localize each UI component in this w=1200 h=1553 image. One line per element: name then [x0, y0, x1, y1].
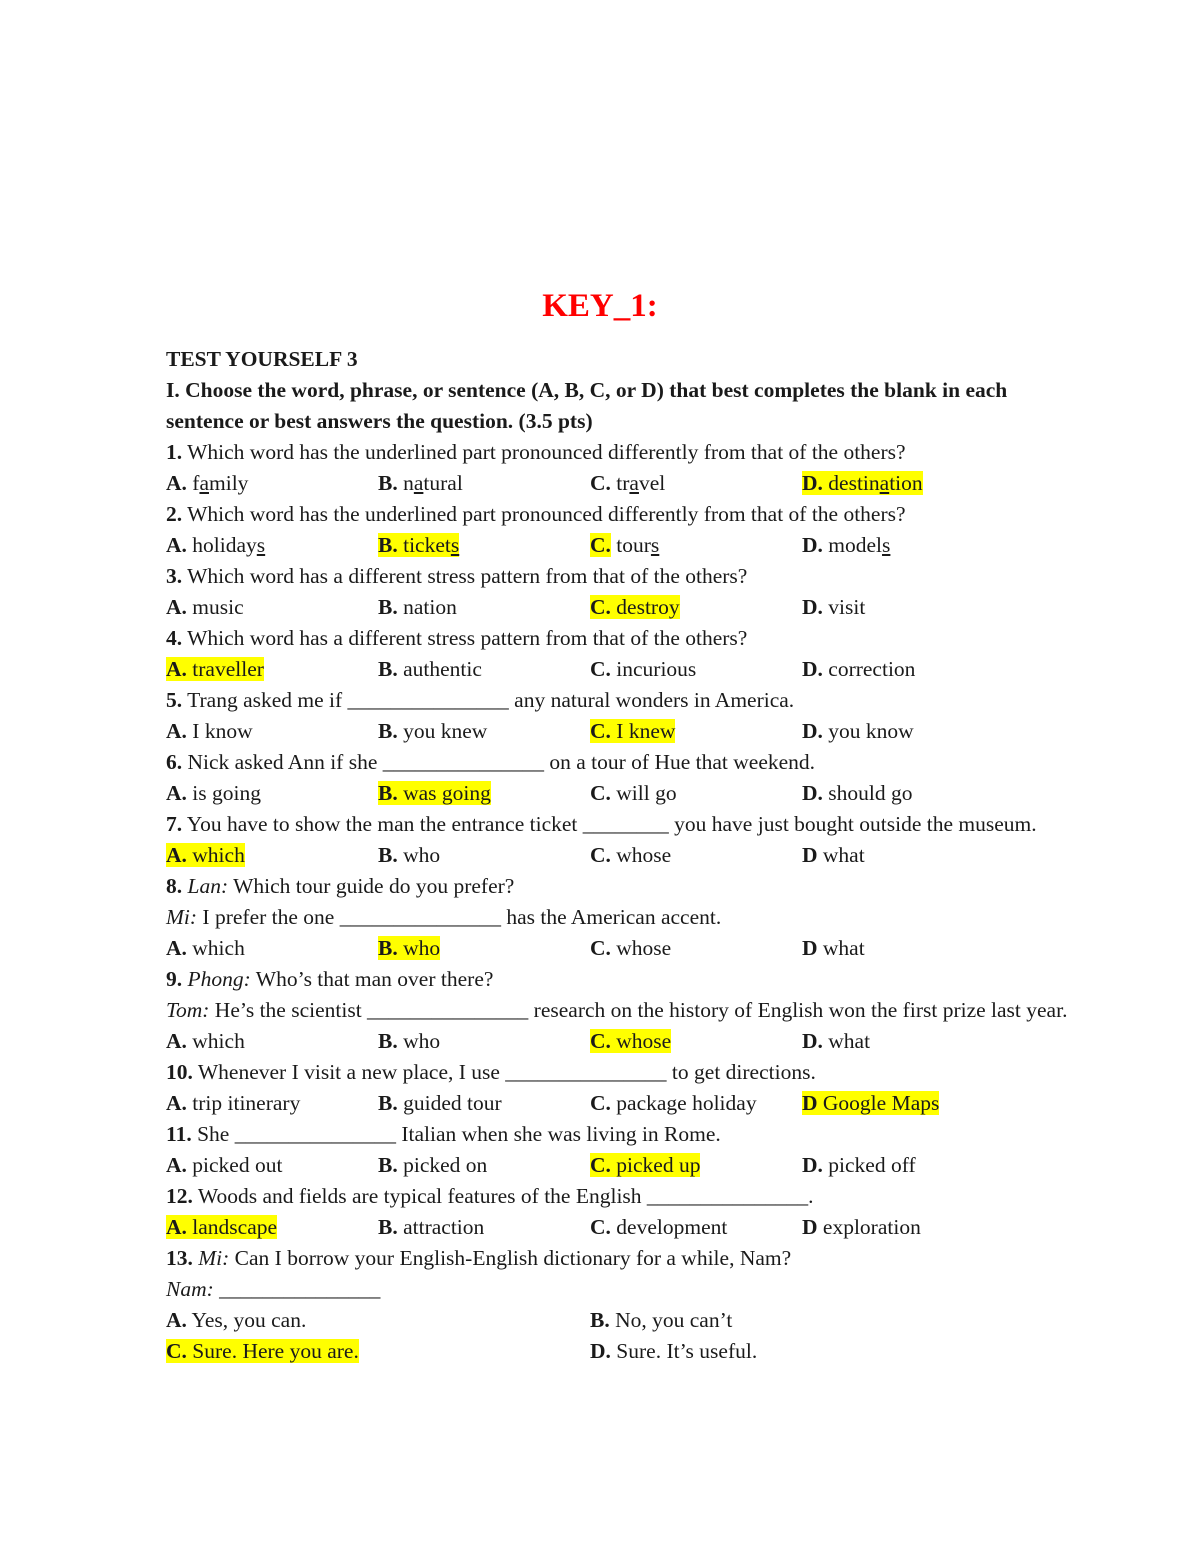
option-c-correct: C. I knew — [590, 719, 676, 743]
reply-text: He’s the scientist _______________ research on the history of English won the first prize last year. — [214, 998, 1068, 1022]
options-11 — [166, 1150, 1088, 1181]
option-d: D what — [802, 936, 865, 960]
option-d: D. picked off — [802, 1153, 916, 1177]
option-d: D. correction — [802, 657, 916, 681]
option-c: C. package holiday — [590, 1091, 757, 1115]
option-d-correct: D. destination — [802, 471, 923, 495]
option-c: C. whose — [590, 936, 672, 960]
option-a: A. I know — [166, 719, 253, 743]
question-number: 4. — [166, 626, 183, 650]
question-4 — [166, 623, 1088, 654]
option-d-correct: D Google Maps — [802, 1091, 940, 1115]
question-6 — [166, 747, 1088, 778]
option-b: B. authentic — [378, 657, 482, 681]
speaker-name: Nam: — [166, 1277, 214, 1301]
test-content — [166, 344, 1088, 1367]
question-number: 2. — [166, 502, 183, 526]
option-a: A. holidays — [166, 533, 266, 557]
key-title: KEY_1: — [542, 288, 658, 324]
question-text: She _______________ Italian when she was living in Rome. — [197, 1122, 721, 1146]
option-b-correct: B. tickets — [378, 533, 460, 557]
option-d: D. you know — [802, 719, 914, 743]
question-number: 5. — [166, 688, 183, 712]
options-13-row-2 — [166, 1336, 1088, 1367]
options-2 — [166, 530, 1088, 561]
options-3 — [166, 592, 1088, 623]
options-5 — [166, 716, 1088, 747]
question-text: Nick asked Ann if she _______________ on a tour of Hue that weekend. — [187, 750, 816, 774]
question-text: Trang asked me if _______________ any natural wonders in America. — [187, 688, 795, 712]
option-a-correct: A. landscape — [166, 1215, 278, 1239]
option-d: D. visit — [802, 595, 866, 619]
option-c-correct: C. whose — [590, 1029, 672, 1053]
option-c: C. tours — [590, 533, 660, 557]
question-text: Whenever I visit a new place, I use _______________ to get directions. — [197, 1060, 816, 1084]
option-a: A. which — [166, 1029, 245, 1053]
option-b-correct: B. was going — [378, 781, 491, 805]
question-5 — [166, 685, 1088, 716]
option-b: B. you knew — [378, 719, 488, 743]
options-13-row-1 — [166, 1305, 1088, 1336]
question-number: 1. — [166, 440, 183, 464]
speaker-name: Mi: — [198, 1246, 230, 1270]
option-a: A. music — [166, 595, 244, 619]
option-d: D. should go — [802, 781, 913, 805]
options-12 — [166, 1212, 1088, 1243]
question-9-reply — [166, 995, 1088, 1026]
option-a: A. which — [166, 936, 245, 960]
option-d: D exploration — [802, 1215, 921, 1239]
question-text: Which tour guide do you prefer? — [233, 874, 515, 898]
question-text: Which word has a different stress pattern from that of the others? — [187, 626, 748, 650]
question-number: 6. — [166, 750, 183, 774]
option-c: C. incurious — [590, 657, 697, 681]
option-d: D. models — [802, 533, 891, 557]
options-6 — [166, 778, 1088, 809]
question-7 — [166, 809, 1088, 840]
options-10 — [166, 1088, 1088, 1119]
question-text: You have to show the man the entrance ticket ________ you have just bought outside the museum. — [186, 812, 1037, 836]
option-a: A. Yes, you can. — [166, 1308, 307, 1332]
option-c: C. travel — [590, 471, 666, 495]
option-d: D what — [802, 843, 865, 867]
option-b: B. who — [378, 843, 441, 867]
question-12 — [166, 1181, 1088, 1212]
question-number: 12. — [166, 1184, 193, 1208]
option-b-correct: B. who — [378, 936, 441, 960]
question-number: 10. — [166, 1060, 193, 1084]
option-b: B. attraction — [378, 1215, 485, 1239]
option-a: A. is going — [166, 781, 261, 805]
question-13 — [166, 1243, 1088, 1274]
option-b: B. guided tour — [378, 1091, 502, 1115]
option-c: C. will go — [590, 781, 677, 805]
option-a: A. family — [166, 471, 249, 495]
option-c-correct: C. Sure. Here you are. — [166, 1339, 359, 1363]
question-number: 11. — [166, 1122, 192, 1146]
option-d: D. Sure. It’s useful. — [590, 1339, 758, 1363]
option-a-correct: A. which — [166, 843, 245, 867]
question-number: 8. — [166, 874, 183, 898]
question-2 — [166, 499, 1088, 530]
question-8 — [166, 871, 1088, 902]
question-number: 9. — [166, 967, 183, 991]
question-text: Who’s that man over there? — [255, 967, 494, 991]
option-a-correct: A. traveller — [166, 657, 264, 681]
option-b: B. nation — [378, 595, 457, 619]
question-10 — [166, 1057, 1088, 1088]
speaker-name: Lan: — [187, 874, 229, 898]
option-a: A. picked out — [166, 1153, 283, 1177]
question-number: 7. — [166, 812, 183, 836]
option-a: A. trip itinerary — [166, 1091, 301, 1115]
question-3 — [166, 561, 1088, 592]
question-text: Woods and fields are typical features of the English _______________. — [197, 1184, 814, 1208]
section-title: TEST YOURSELF 3 — [166, 347, 358, 371]
question-9 — [166, 964, 1088, 995]
option-c-correct: C. picked up — [590, 1153, 701, 1177]
question-text: Which word has a different stress pattern from that of the others? — [187, 564, 748, 588]
option-b: B. natural — [378, 471, 463, 495]
question-number: 3. — [166, 564, 183, 588]
question-11 — [166, 1119, 1088, 1150]
options-7 — [166, 840, 1088, 871]
option-b: B. who — [378, 1029, 441, 1053]
option-b: B. No, you can’t — [590, 1308, 733, 1332]
option-d: D. what — [802, 1029, 871, 1053]
question-text: Can I borrow your English-English dictionary for a while, Nam? — [234, 1246, 792, 1270]
option-c-correct: C. destroy — [590, 595, 680, 619]
question-text: Which word has the underlined part pronounced differently from that of the others? — [187, 440, 906, 464]
reply-text: I prefer the one _______________ has the American accent. — [202, 905, 722, 929]
reply-text: _______________ — [219, 1277, 381, 1301]
question-8-reply — [166, 902, 1088, 933]
question-13-reply — [166, 1274, 1088, 1305]
option-c: C. whose — [590, 843, 672, 867]
question-1 — [166, 437, 1088, 468]
instruction: I. Choose the word, phrase, or sentence (A, B, C, or D) that best completes the blank in each sentence or best answers the question. (3.5 pts) — [166, 378, 1008, 433]
option-c: C. development — [590, 1215, 728, 1239]
option-b: B. picked on — [378, 1153, 488, 1177]
speaker-name: Tom: — [166, 998, 210, 1022]
options-1 — [166, 468, 1088, 499]
speaker-name: Mi: — [166, 905, 198, 929]
options-8 — [166, 933, 1088, 964]
options-4 — [166, 654, 1088, 685]
question-text: Which word has the underlined part pronounced differently from that of the others? — [187, 502, 906, 526]
question-number: 13. — [166, 1246, 193, 1270]
options-9 — [166, 1026, 1088, 1057]
speaker-name: Phong: — [187, 967, 251, 991]
